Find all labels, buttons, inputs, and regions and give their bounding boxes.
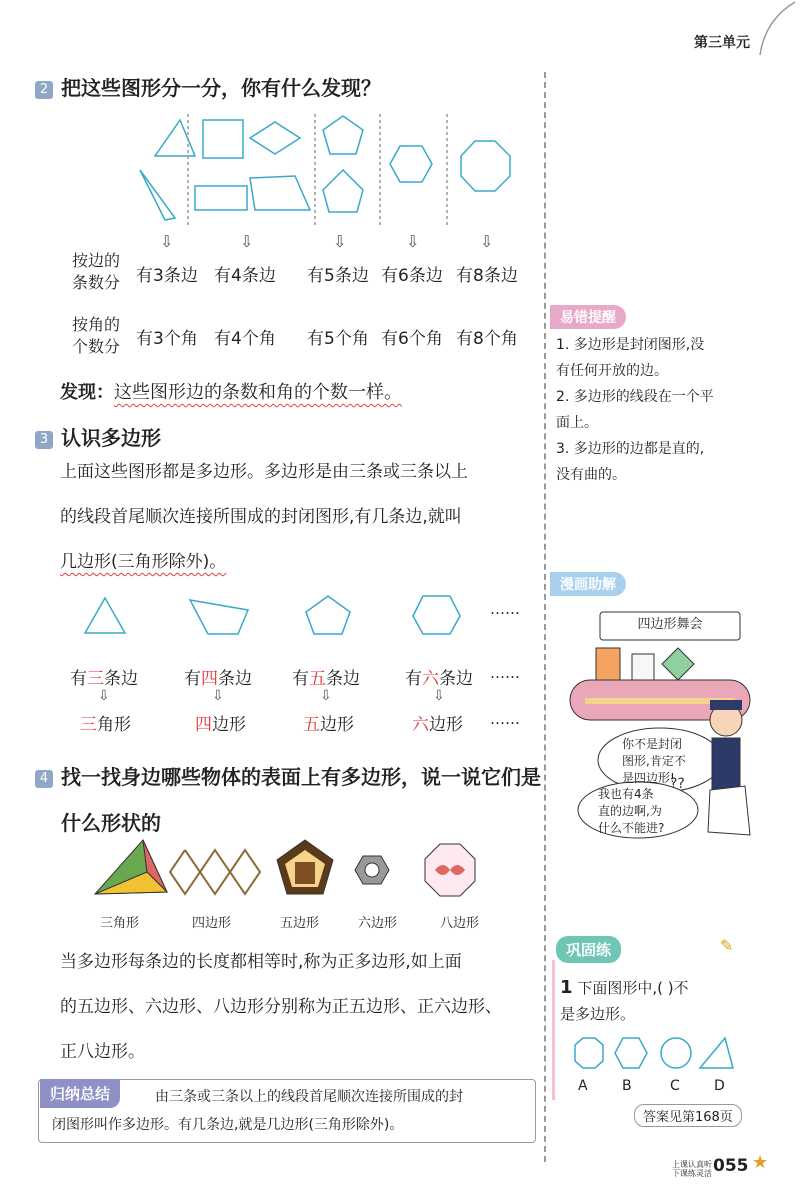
angles-cell: 有4个角 xyxy=(214,329,276,349)
ellipsis: …… xyxy=(490,600,520,618)
down-arrow-icon: ⇩ xyxy=(98,688,110,704)
speech-bubble-1: 你不是封闭 图形,肯定不 是四边形! xyxy=(622,737,686,785)
triangle-shape xyxy=(140,170,175,220)
down-arrow-icon: ⇩ xyxy=(160,232,174,251)
corner-decoration xyxy=(755,0,800,60)
object-label: 五边形 xyxy=(280,916,320,931)
down-arrow-icon: ⇩ xyxy=(320,688,332,704)
discovery: 发现：这些图形边的条数和角的个数一样。 xyxy=(60,382,402,403)
trapezoid-shape xyxy=(250,176,310,210)
name-label-6: 六边形 xyxy=(412,715,463,735)
section4-heading: 4 找一找身边哪些物体的表面上有多边形，说一说它们是 什么形状的 xyxy=(35,755,545,847)
square-shape xyxy=(203,120,243,158)
polygon-examples xyxy=(70,588,470,638)
object-label: 八边形 xyxy=(440,916,480,931)
option-label: D xyxy=(714,1078,725,1094)
name-label-3: 三角形 xyxy=(80,715,131,735)
edge-label-4: 有四条边 xyxy=(184,669,252,689)
pentagon-shape xyxy=(323,116,363,154)
option-label: A xyxy=(578,1078,588,1094)
option-label: B xyxy=(622,1078,632,1094)
summary-line2: 闭图形叫作多边形。有几条边,就是几边形(三角形除外)。 xyxy=(52,1117,404,1133)
angles-cell: 有8个角 xyxy=(456,329,518,349)
name-label-5: 五边形 xyxy=(303,715,354,735)
lattice-icon xyxy=(170,850,260,894)
tip-text: 1. 多边形是封闭图形,没 有任何开放的边。 2. 多边形的线段在一个平 面上。 3. 多边形的边都是直的, 没有曲的。 xyxy=(556,337,714,483)
rhombus-shape xyxy=(250,122,300,154)
section2-title: 把这些图形分一分，你有什么发现？ xyxy=(61,76,381,100)
exercise-bar xyxy=(552,960,555,1100)
down-arrow-icon: ⇩ xyxy=(212,688,224,704)
comic-illustration xyxy=(560,600,780,840)
section-number-3: 3 xyxy=(35,431,53,449)
octagon-gift-icon xyxy=(425,844,475,896)
edge-label-6: 有六条边 xyxy=(405,669,473,689)
edges-cell: 有3条边 xyxy=(136,266,198,286)
summary-line1: 由三条或三条以上的线段首尾顺次连接所围成的封 xyxy=(155,1089,463,1105)
name-label-4: 四边形 xyxy=(195,715,246,735)
option-shapes xyxy=(565,1035,745,1077)
angles-cell: 有3个角 xyxy=(136,329,198,349)
edge-label-3: 有三条边 xyxy=(70,669,138,689)
edges-cell: 有8条边 xyxy=(456,266,518,286)
ellipsis: …… xyxy=(490,664,520,682)
object-label: 六边形 xyxy=(358,916,398,931)
section-number-4: 4 xyxy=(35,770,53,788)
question-1: 1 下面图形中,( )不 是多边形。 xyxy=(560,977,689,1023)
unit-label: 第三单元 xyxy=(694,35,750,51)
object-label: 三角形 xyxy=(100,916,140,931)
hex-nut-icon xyxy=(355,856,389,884)
answer-reference: 答案见第168页 xyxy=(634,1104,742,1127)
object-label: 四边形 xyxy=(192,916,232,931)
pentagon-shape xyxy=(323,170,363,212)
angles-cell: 有5个角 xyxy=(307,329,369,349)
tip-heading: 易错提醒 xyxy=(550,305,626,329)
section4-paragraph: 当多边形每条边的长度都相等时,称为正多边形,如上面 的五边形、六边形、八边形分别称为正五边形、正六边形、 正八边形。 xyxy=(60,952,502,1062)
edges-cell: 有6条边 xyxy=(381,266,443,286)
down-arrow-icon: ⇩ xyxy=(480,232,494,251)
down-arrow-icon: ⇩ xyxy=(406,232,420,251)
section-number-2: 2 xyxy=(35,81,53,99)
speech-bubble-2: 我也有4条 直的边啊,为 什么不能进? xyxy=(598,787,665,835)
pentagon-shape xyxy=(306,596,350,634)
comic-heading: 漫画助解 xyxy=(550,572,626,596)
triangle-shape xyxy=(155,120,195,156)
svg-text:??: ?? xyxy=(670,776,685,792)
down-arrow-icon: ⇩ xyxy=(433,688,445,704)
edge-label-5: 有五条边 xyxy=(292,669,360,689)
triangle-shape xyxy=(85,598,125,633)
hexagon-shape xyxy=(413,596,460,634)
section3-heading xyxy=(35,422,161,451)
ellipsis: …… xyxy=(490,710,520,728)
footer-slogan: 上课认真听 下课练灵活 xyxy=(672,1160,712,1178)
column-divider xyxy=(544,72,546,1162)
section2-heading xyxy=(35,72,381,101)
section3-title: 认识多边形 xyxy=(61,426,161,450)
edges-cell: 有5条边 xyxy=(307,266,369,286)
shapes-group xyxy=(125,108,535,238)
option-d-shape xyxy=(700,1038,733,1068)
exercise-heading: 巩固练 xyxy=(556,936,621,963)
angles-row-label: 按角的 个数分 xyxy=(72,315,121,356)
angles-cell: 有6个角 xyxy=(381,329,443,349)
summary-tag: 归纳总结 xyxy=(40,1079,120,1108)
pentagon-frame-icon xyxy=(277,840,333,894)
option-a-shape xyxy=(575,1038,603,1068)
object-images xyxy=(85,832,515,912)
edges-row-label: 按边的 条数分 xyxy=(72,251,121,292)
rectangle-shape xyxy=(195,186,247,210)
hexagon-shape xyxy=(390,146,432,182)
option-c-shape xyxy=(661,1038,691,1068)
down-arrow-icon: ⇩ xyxy=(240,232,254,251)
comic-banner: 四边形舞会 xyxy=(637,617,703,632)
option-b-shape xyxy=(615,1038,647,1068)
pencil-icon: ✎ xyxy=(720,936,734,955)
quadrilateral-shape xyxy=(190,600,248,634)
edges-cell: 有4条边 xyxy=(214,266,276,286)
page-number: 055 xyxy=(713,1156,749,1176)
section3-paragraph: 上面这些图形都是多边形。多边形是由三条或三条以上 的线段首尾顺次连接所围成的封闭图形,有几条边,就叫 几边形(三角形除外)。 xyxy=(60,462,468,572)
star-icon: ★ xyxy=(752,1152,769,1173)
down-arrow-icon: ⇩ xyxy=(333,232,347,251)
octagon-shape xyxy=(461,141,510,191)
pyramid-icon xyxy=(95,840,167,894)
option-label: C xyxy=(670,1078,680,1094)
